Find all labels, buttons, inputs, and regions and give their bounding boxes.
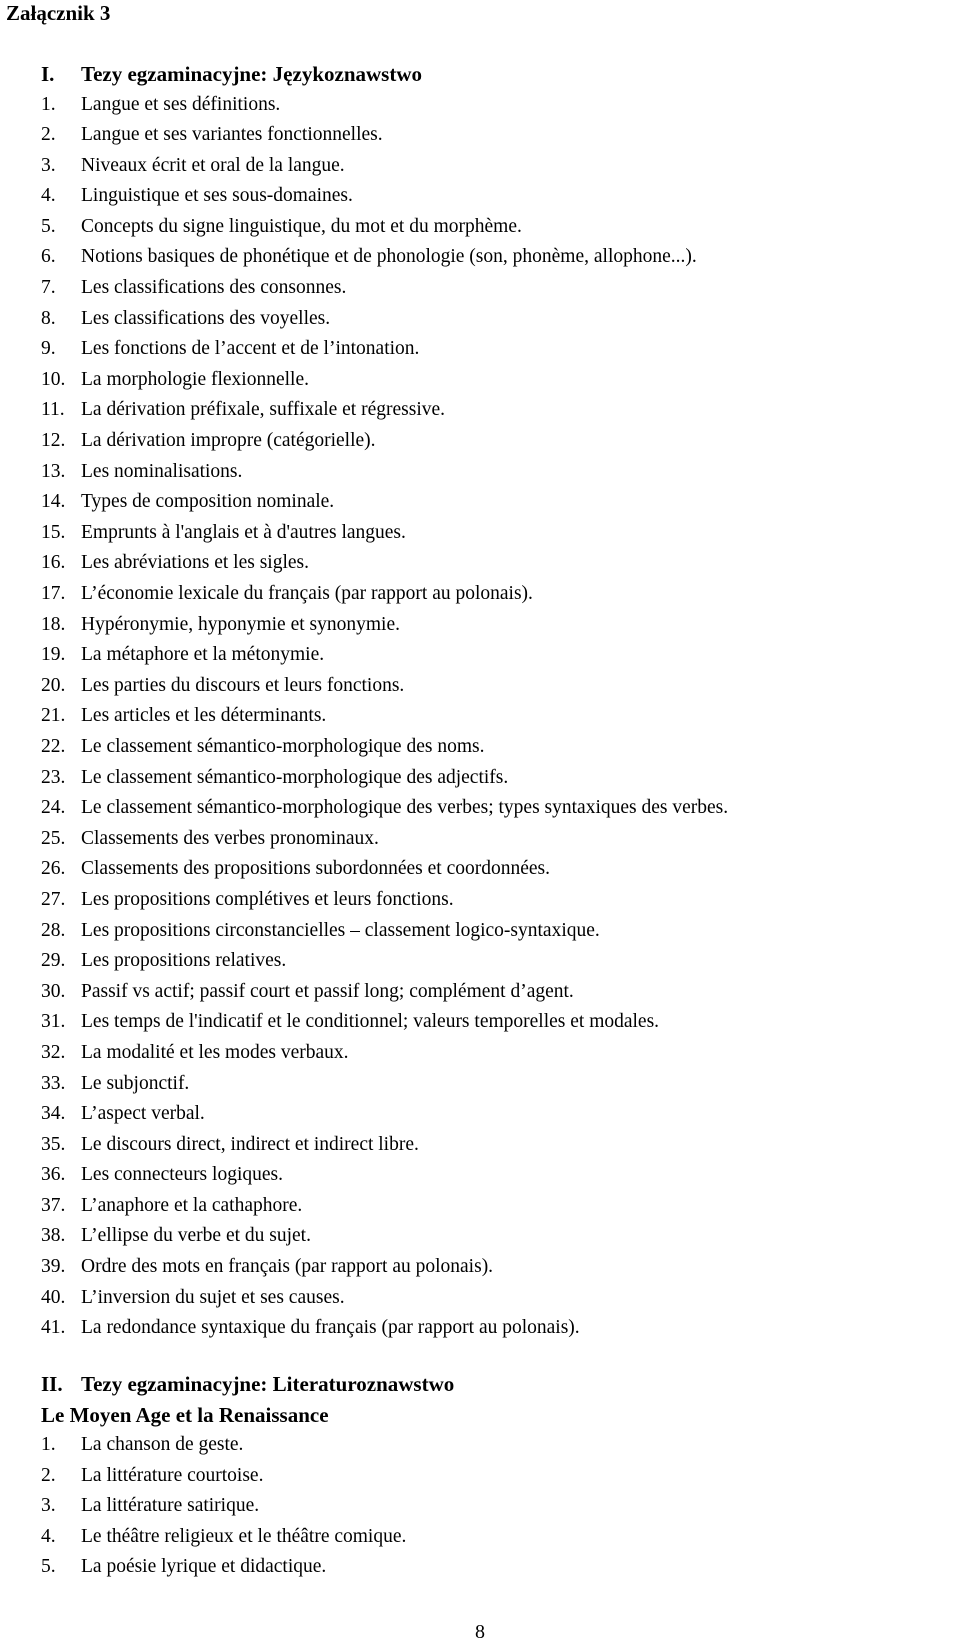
item-number: 31.	[41, 1011, 66, 1033]
item-text: Le classement sémantico-morphologique des adjectifs.	[81, 766, 509, 788]
list-item	[41, 457, 956, 488]
item-number: 2.	[41, 1464, 56, 1486]
item-number: 35.	[41, 1133, 66, 1155]
item-text: L’anaphore et la cathaphore.	[81, 1194, 303, 1216]
item-text: Les classifications des consonnes.	[81, 277, 347, 299]
section-number: II.	[41, 1372, 63, 1396]
item-number: 1.	[41, 93, 56, 115]
list-item	[41, 763, 956, 794]
item-number: 34.	[41, 1103, 66, 1125]
item-number: 25.	[41, 827, 66, 849]
item-number: 2.	[41, 124, 56, 146]
list-item	[41, 671, 956, 702]
item-text: Passif vs actif; passif court et passif long; complément d’agent.	[81, 980, 574, 1002]
list-item	[41, 1430, 956, 1461]
list-item	[41, 1491, 956, 1522]
list-item	[41, 1221, 956, 1252]
list-item	[41, 579, 956, 610]
list-item	[41, 1099, 956, 1130]
list-item	[41, 1283, 956, 1314]
item-text: La redondance syntaxique du français (par rapport au polonais).	[81, 1317, 580, 1339]
item-number: 7.	[41, 277, 56, 299]
list-item	[41, 946, 956, 977]
item-number: 14.	[41, 491, 66, 513]
list-item	[41, 212, 956, 243]
item-number: 5.	[41, 1556, 56, 1578]
item-text: Concepts du signe linguistique, du mot et du morphème.	[81, 215, 522, 237]
item-text: La littérature satirique.	[81, 1495, 260, 1517]
item-text: L’économie lexicale du français (par rapport au polonais).	[81, 583, 533, 604]
list-item	[41, 793, 956, 824]
item-text: Le classement sémantico-morphologique des verbes; types syntaxiques des verbes.	[81, 797, 729, 819]
list-item	[41, 1461, 956, 1492]
item-text: Niveaux écrit et oral de la langue.	[81, 154, 345, 176]
item-number: 26.	[41, 858, 66, 880]
item-number: 28.	[41, 919, 66, 941]
item-number: 4.	[41, 185, 56, 207]
item-number: 13.	[41, 460, 66, 482]
item-text: Les classifications des voyelles.	[81, 307, 331, 329]
item-number: 30.	[41, 980, 66, 1002]
item-number: 9.	[41, 338, 56, 360]
list-item	[41, 120, 956, 151]
item-text: Types de composition nominale.	[81, 491, 335, 513]
list-item	[41, 181, 956, 212]
list-item	[41, 1007, 956, 1038]
item-text: Les fonctions de l’accent et de l’intonation.	[81, 338, 420, 360]
list-item	[41, 1522, 956, 1553]
item-text: La dérivation préfixale, suffixale et régressive.	[81, 399, 446, 421]
item-text: Langue et ses variantes fonctionnelles.	[81, 124, 383, 146]
item-text: Les articles et les déterminants.	[81, 705, 327, 727]
list-item	[41, 1552, 956, 1583]
item-text: La morphologie flexionnelle.	[81, 368, 309, 390]
item-text: Linguistique et ses sous-domaines.	[81, 185, 353, 207]
item-number: 27.	[41, 888, 66, 910]
item-text: La dérivation impropre (catégorielle).	[81, 430, 376, 452]
list-item	[41, 977, 956, 1008]
item-number: 8.	[41, 307, 56, 329]
item-number: 38.	[41, 1225, 66, 1247]
item-number: 36.	[41, 1164, 66, 1186]
section-jezykoznawstwo	[41, 59, 956, 1344]
item-text: Notions basiques de phonétique et de phonologie (son, phonème, allophone...).	[81, 246, 697, 268]
list-item	[41, 242, 956, 273]
section-title	[41, 1369, 956, 1400]
list-item	[41, 701, 956, 732]
item-text: Le subjonctif.	[81, 1072, 190, 1094]
item-text: Les propositions complétives et leurs fonctions.	[81, 888, 454, 910]
list-item	[41, 365, 956, 396]
list-item	[41, 610, 956, 641]
list-item	[41, 90, 956, 121]
list-item	[41, 640, 956, 671]
item-number: 3.	[41, 154, 56, 176]
item-text: Le discours direct, indirect et indirect libre.	[81, 1133, 419, 1155]
item-number: 10.	[41, 368, 66, 390]
item-number: 4.	[41, 1525, 56, 1547]
item-text: Les abréviations et les sigles.	[81, 552, 309, 574]
item-text: L’inversion du sujet et ses causes.	[81, 1286, 345, 1308]
list-item	[41, 426, 956, 457]
item-text: Hypéronymie, hyponymie et synonymie.	[81, 613, 400, 635]
thesis-list	[41, 1430, 956, 1583]
item-text: Les propositions circonstancielles – classement logico-syntaxique.	[81, 919, 600, 941]
list-item	[41, 273, 956, 304]
list-item	[41, 151, 956, 182]
item-number: 1.	[41, 1434, 56, 1455]
item-number: 3.	[41, 1495, 56, 1517]
item-number: 29.	[41, 950, 66, 972]
item-text: Le classement sémantico-morphologique des noms.	[81, 735, 485, 757]
item-text: La poésie lyrique et didactique.	[81, 1556, 327, 1578]
item-number: 40.	[41, 1286, 66, 1308]
list-item	[41, 1038, 956, 1069]
list-item	[41, 548, 956, 579]
list-item	[41, 824, 956, 855]
item-number: 20.	[41, 674, 66, 696]
list-item	[41, 1252, 956, 1283]
page-heading: Załącznik 3	[6, 1, 111, 25]
item-number: 16.	[41, 552, 66, 574]
item-number: 11.	[41, 399, 65, 421]
item-text: Langue et ses définitions.	[81, 93, 281, 115]
item-number: 5.	[41, 215, 56, 237]
list-item	[41, 304, 956, 335]
item-number: 15.	[41, 521, 66, 543]
item-text: Les connecteurs logiques.	[81, 1164, 283, 1186]
item-text: Le théâtre religieux et le théâtre comique.	[81, 1525, 407, 1547]
section-title-text: Tezy egzaminacyjne: Literaturoznawstwo	[81, 1372, 455, 1396]
item-text: La littérature courtoise.	[81, 1464, 264, 1486]
list-item	[41, 487, 956, 518]
item-text: La chanson de geste.	[81, 1434, 244, 1455]
section-literaturoznawstwo	[41, 1369, 956, 1583]
list-item	[41, 395, 956, 426]
section-number: I.	[41, 62, 55, 86]
list-item	[41, 1130, 956, 1161]
item-text: La modalité et les modes verbaux.	[81, 1041, 349, 1063]
list-item	[41, 1313, 956, 1344]
item-number: 23.	[41, 766, 66, 788]
item-text: Classements des verbes pronominaux.	[81, 827, 379, 849]
item-number: 21.	[41, 705, 66, 727]
item-number: 12.	[41, 430, 66, 452]
list-item	[41, 518, 956, 549]
item-text: L’ellipse du verbe et du sujet.	[81, 1225, 311, 1247]
item-text: Les parties du discours et leurs fonctions.	[81, 674, 405, 696]
item-number: 24.	[41, 797, 66, 819]
item-text: Emprunts à l'anglais et à d'autres langues.	[81, 521, 406, 543]
item-text: Classements des propositions subordonnées et coordonnées.	[81, 858, 551, 880]
item-text: Ordre des mots en français (par rapport au polonais).	[81, 1256, 494, 1278]
subsection-title: Le Moyen Age et la Renaissance	[41, 1402, 329, 1427]
item-number: 32.	[41, 1041, 66, 1063]
item-number: 37.	[41, 1194, 66, 1216]
list-item	[41, 885, 956, 916]
list-item	[41, 1069, 956, 1100]
item-number: 18.	[41, 613, 66, 635]
item-number: 19.	[41, 644, 66, 666]
item-number: 17.	[41, 583, 66, 604]
list-item	[41, 1191, 956, 1222]
list-item	[41, 334, 956, 365]
item-number: 22.	[41, 735, 66, 757]
item-number: 33.	[41, 1072, 66, 1094]
item-number: 6.	[41, 246, 56, 268]
page-number: 8	[475, 1621, 485, 1643]
section-title	[41, 59, 956, 90]
item-number: 39.	[41, 1256, 66, 1278]
section-title-text: Tezy egzaminacyjne: Językoznawstwo	[81, 62, 422, 86]
list-item	[41, 916, 956, 947]
item-text: Les temps de l'indicatif et le conditionnel; valeurs temporelles et modales.	[81, 1011, 660, 1033]
item-text: Les nominalisations.	[81, 460, 243, 482]
item-text: Les propositions relatives.	[81, 950, 287, 972]
list-item	[41, 732, 956, 763]
item-text: La métaphore et la métonymie.	[81, 644, 325, 666]
list-item	[41, 1160, 956, 1191]
thesis-list	[41, 90, 956, 1344]
item-text: L’aspect verbal.	[81, 1103, 205, 1125]
item-number: 41.	[41, 1317, 66, 1339]
list-item	[41, 854, 956, 885]
